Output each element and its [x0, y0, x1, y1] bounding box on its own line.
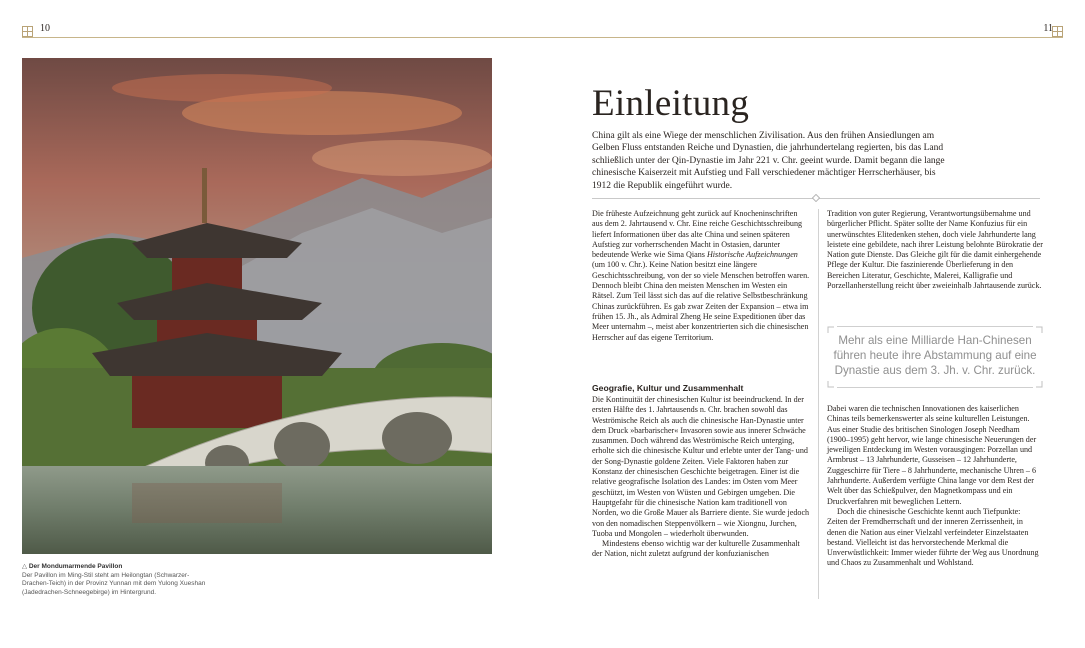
body-paragraph: Tradition von guter Regierung, Verantwortungsübernahme und bürgerlicher Pflicht. Später sollte der Name Konfuzius für ein unerwünschtes Elitedenken stehen, doch viele Jahrhunderte lang leistete eine gebildete, nach ihrer Leistung belohnte Bürokratie der Nation gute Dienste. Das Gleiche gilt für die damit einhergehende Pflege der Kultur. Die faszinierende Überlieferung in den Bereichen Literatur, Geschichte, Malerei, Kalligrafie und Porzellanherstellung reicht über zweieinhalb Jahrtausende zurück.: [827, 209, 1043, 291]
quote-corner-icon: [1035, 380, 1043, 388]
section-heading: Geografie, Kultur und Zusammenhalt: [592, 383, 744, 393]
body-paragraph: Mindestens ebenso wichtig war der kulturelle Zusammenhalt der Nation, nicht zuletzt aufgrund der konfuzianischen: [592, 539, 800, 559]
body-paragraph: Die Kontinuität der chinesischen Kultur ist beeindruckend. In der ersten Hälfte des 1. Jahrtausends n. Chr. brachen sowohl das Weströmische Reich als auch die chinesische Han-Dynastie unter dem Druck »barbarischer« Invasoren sowie aus innerer Schwäche zusammen. Doch während das Weströmische Reich unterging, erholte sich die chinesische Kultur und erlebte unter der Tang- und der Song-Dynastie goldene Zeiten. Viele Faktoren haben zur Konstanz der chinesischen Geschichte beigetragen. Einer ist die relative geografische Isolation des Landes: im Osten vom Meer geschützt, im Westen von Wüsten und Gebirgen umgeben. Die Hauptgefahr für die chinesische Nation kam traditionell von Norden, wo die Große Mauer als Barriere diente. Sie wurde jedoch von den nomadischen Steppenvölkern – wie Xiongnu, Jurchen, Tuoba und Mongolen – wiederholt überwunden.: [592, 395, 810, 538]
body-paragraph: Dabei waren die technischen Innovationen des kaiserlichen Chinas teils bemerkenswerter als seine kulturellen Leistungen. Aus einer Studie des britischen Sinologen Joseph Needham (1900–1995) geht hervor, wie lange chinesische Neuerungen der jeweiligen Entdeckung im Westen vorausgingen: Porzellan und Armbrust – 13 Jahrhunderte, Gusseisen – 12 Jahrhunderte, Zuggeschirre für Tiere – 8 Jahrhunderte, mechanische Uhren – 6 Jahrhunderte. Außerdem verfügte China lange vor dem Rest der Welt über das Schießpulver, den Magnetkompass und ein Druckverfahren mit beweglichen Lettern.: [827, 404, 1037, 506]
quote-rule-top: [837, 326, 1033, 327]
header-rule: [22, 37, 1063, 38]
pull-quote: [827, 326, 1043, 388]
triangle-marker-icon: △: [22, 563, 27, 570]
quote-rule-bottom: [837, 387, 1033, 388]
body-text: Die früheste Aufzeichnung geht zurück auf Knocheninschriften aus dem 2. Jahrtausend v. Chr. Eine reiche Geschichtsschreibung liefert Informationen über das alte China und seinen späteren Aufstieg zur vorherrschenden Macht in Ostasien, darunter bedeutende Werke wie Sima Qians: [592, 209, 803, 260]
page-title: Einleitung: [592, 83, 750, 124]
quote-corner-icon: [827, 380, 835, 388]
corner-ornament-icon: [1052, 26, 1063, 37]
column-divider: [818, 209, 819, 599]
body-column-2-continued: [827, 404, 1043, 569]
corner-ornament-icon: [22, 26, 33, 37]
body-column-1-section: [592, 383, 810, 560]
pagoda-photo: [22, 58, 492, 554]
page-number-right: 11: [1043, 23, 1053, 34]
caption-text: Der Pavillon im Ming-Stil steht am Heilongtan (Schwarzer-Drachen-Teich) in der Provinz Yunnan mit dem Yulong Xueshan (Jadedrachen-Schneegebirge) im Hintergrund.: [22, 571, 206, 596]
divider-ornament-icon: [812, 194, 820, 202]
caption-title: Der Mondumarmende Pavillon: [28, 563, 123, 570]
intro-paragraph: China gilt als eine Wiege der menschlichen Zivilisation. Aus den frühen Ansiedlungen am Gelben Fluss entstanden Reiche und Dynastien, die jahrhundertelang regierten, bis das Land schließlich unter der Qin-Dynastie im Jahr 221 v. Chr. geeint wurde. Damit begann die lange chinesische Kaiserzeit mit Aufstieg und Fall verschiedener mächtiger Herrscherhäuser, bis 1912 die Republik eingeführt wurde.: [592, 131, 945, 191]
body-paragraph: [592, 209, 810, 343]
body-paragraph: Doch die chinesische Geschichte kennt auch Tiefpunkte: Zeiten der Fremdherrschaft und der inneren Zerrissenheit, in denen die Nation aus einer Vielzahl verfeindeter Einzelstaaten bestand. Vielleicht ist das hervorstechende Merkmal die Unverwüstlichkeit: Immer wieder führte der Weg aus Unordnung und Chaos zu Zusammenhalt und Wohlstand.: [827, 506, 1039, 568]
body-column-2: [827, 209, 1043, 291]
body-text: (um 100 v. Chr.). Keine Nation besitzt eine längere Geschichtsschreibung, von der so viele Menschen betroffen waren. Dennoch bleibt China den meisten Menschen im Westen ein Rätsel. Zum Teil lässt sich das auf die relative Selbstbeschränkung Chinas zurückführen. Es gab zwar Zeiten der Expansion – etwa im frühen 15. Jh., als Admiral Zheng He seine Expeditionen über das Meer unternahm –, meist aber konzentrierten sich die chinesischen Herrscher auf das eigene Territorium.: [592, 260, 810, 342]
caption-title-line: [22, 563, 212, 572]
body-column-1: [592, 209, 810, 343]
pull-quote-text: Mehr als eine Milliarde Han-Chinesen führen heute ihre Abstammung auf eine Dynastie aus dem 3. Jh. v. Chr. zurück.: [833, 334, 1037, 378]
photo-caption: [22, 563, 212, 597]
book-title: Historische Aufzeichnungen: [706, 250, 798, 260]
page-number-left: 10: [40, 23, 50, 34]
pagoda-photo-image: [22, 58, 492, 554]
